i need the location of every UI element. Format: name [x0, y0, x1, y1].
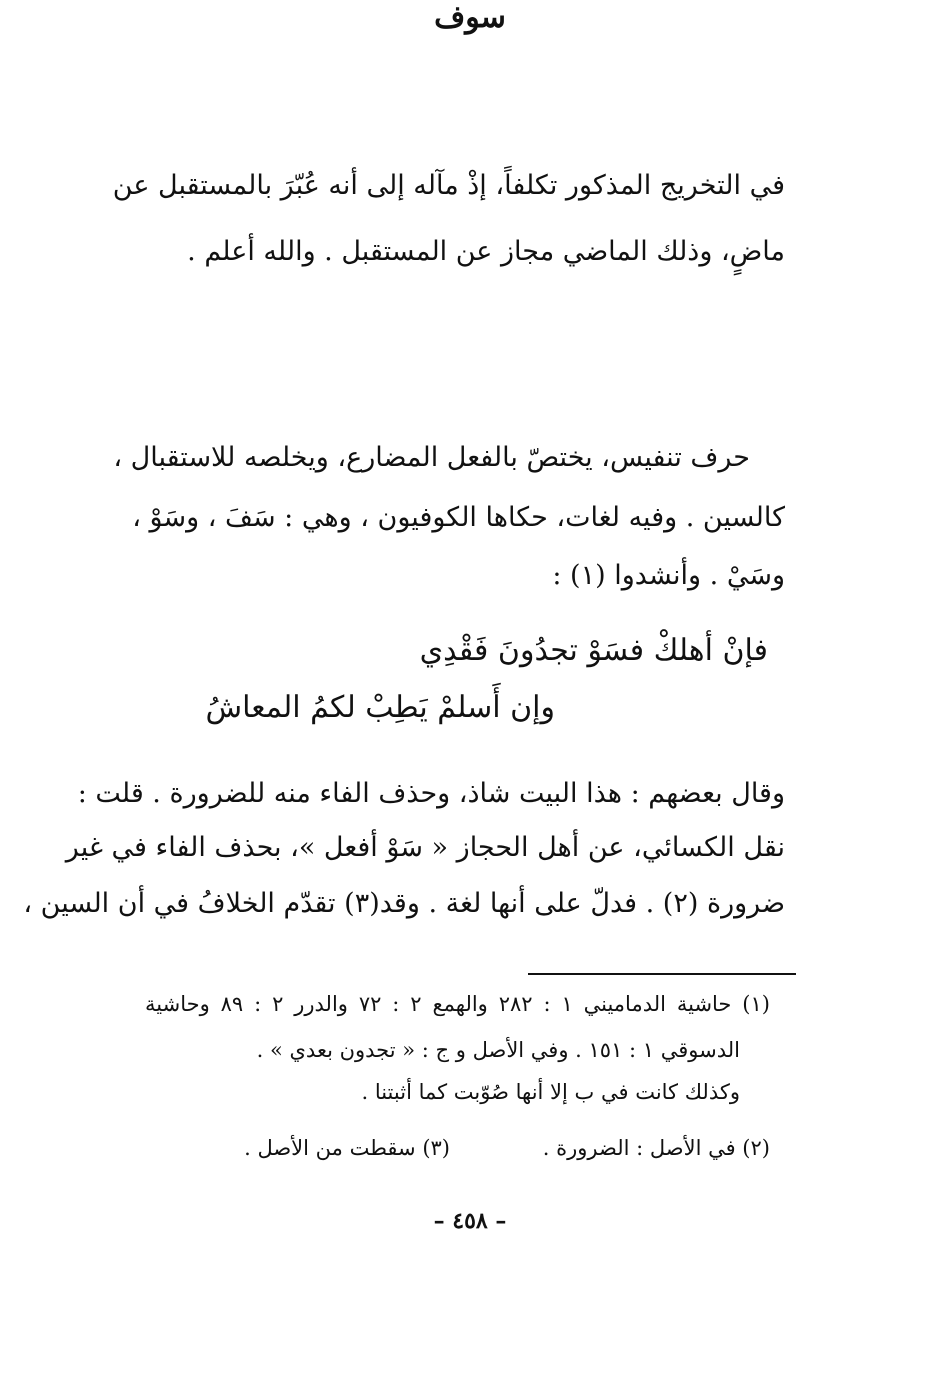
footnote-separator [528, 973, 796, 975]
footnotes-2-3 [190, 1136, 770, 1170]
paragraph3-line-3: ضرورة (٢) . فدلّ على أنها لغة . وقد(٣) تقدّم الخلافُ في أن السين ، [23, 888, 785, 919]
page-number: – ٤٥٨ – [433, 1208, 507, 1234]
footnote-3: (٣) سقطت من الأصل . [244, 1136, 450, 1160]
paragraph3-line-2: نقل الكسائي، عن أهل الحجاز « سَوْ أفعل »، بحذف الفاء في غير [65, 832, 785, 863]
paragraph1-line-1: في التخريج المذكور تكلفاً، إذْ مآله إلى أنه عُبّرَ بالمستقبل عن [112, 170, 785, 201]
verse-line-1: فإنْ أهلكْ فسَوْ تجدُونَ فَقْدِي [419, 633, 768, 668]
paragraph2-line-3: وسَيْ . وأنشدوا (١) : [552, 560, 785, 591]
footnote-2: (٢) في الأصل : الضرورة . [542, 1136, 770, 1160]
footnote-1-line-1: (١) حاشية الدماميني ١ : ٢٨٢ والهمع ٢ : ٧٢ والدرر ٢ : ٨٩ وحاشية [145, 992, 770, 1016]
paragraph2-line-2: كالسين . وفيه لغات، حكاها الكوفيون ، وهي : سَفَ ، وسَوْ ، [132, 502, 785, 533]
footnote-1-line-2: الدسوقي ١ : ١٥١ . وفي الأصل و ج : « تجدون بعدي » . [256, 1038, 740, 1062]
verse-line-2: وإن أَسلمْ يَطِبْ لكمُ المعاشُ [205, 690, 555, 725]
paragraph3-line-1: وقال بعضهم : هذا البيت شاذ، وحذف الفاء منه للضرورة . قلت : [77, 778, 785, 809]
section-heading: سوف [434, 0, 506, 35]
footnote-1-line-3: وكذلك كانت في ب إلا أنها صُوّبت كما أثبتنا . [361, 1080, 740, 1104]
paragraph1-line-2: ماضٍ، وذلك الماضي مجاز عن المستقبل . والله أعلم . [187, 236, 785, 267]
paragraph2-line-1: حرف تنفيس، يختصّ بالفعل المضارع، ويخلصه للاستقبال ، [113, 442, 750, 473]
